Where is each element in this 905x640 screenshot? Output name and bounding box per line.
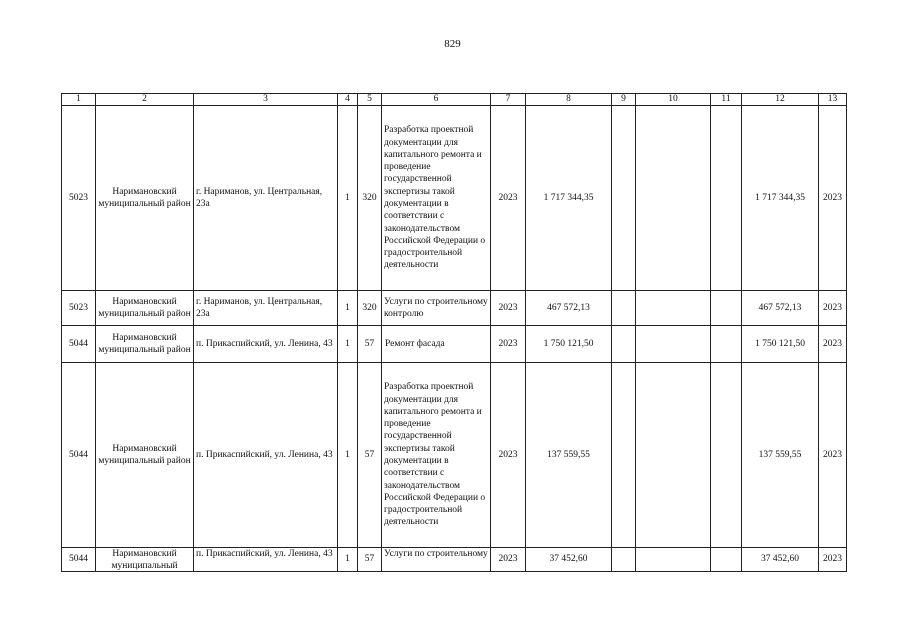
end-year-cell: 2023 (819, 363, 847, 548)
col11-cell (711, 326, 742, 363)
year-cell: 2023 (491, 291, 526, 326)
col4-cell: 1 (338, 326, 358, 363)
municipality-text: Наримановский муниципальный (111, 549, 178, 571)
address-cell: г. Нариманов, ул. Центральная, 23а (194, 291, 338, 326)
total-cell: 1 717 344,35 (742, 106, 819, 291)
column-header: 4 (338, 94, 358, 106)
year-cell: 2023 (491, 548, 526, 572)
table-row (62, 363, 847, 548)
col9-cell (612, 548, 636, 572)
col10-cell (636, 291, 711, 326)
table-row (62, 326, 847, 363)
col11-cell (711, 106, 742, 291)
amount-cell: 1 717 344,35 (526, 106, 612, 291)
end-year-cell: 2023 (819, 326, 847, 363)
municipality-cell: Наримановский муниципальный район (96, 106, 194, 291)
year-cell: 2023 (491, 326, 526, 363)
col9-cell (612, 326, 636, 363)
work-type-cell: Услуги по строительному контролю (382, 291, 491, 326)
col10-cell (636, 363, 711, 548)
col4-cell: 1 (338, 548, 358, 572)
total-cell: 137 559,55 (742, 363, 819, 548)
work-type-cell: Разработка проектной документации для капитального ремонта и проведение государственной экспертизы такой документации в соответствии с законодательством Российской Федерации о градостроительной деятельности (382, 106, 491, 291)
column-header: 1 (62, 94, 96, 106)
address-cell (194, 548, 338, 572)
municipality-cell: Наримановский муниципальный район (96, 326, 194, 363)
register-table (61, 93, 847, 572)
column-header: 9 (612, 94, 636, 106)
address-cell: п. Прикаспийский, ул. Ленина, 43 (194, 326, 338, 363)
col11-cell (711, 548, 742, 572)
col10-cell (636, 106, 711, 291)
column-header: 6 (382, 94, 491, 106)
amount-cell: 467 572,13 (526, 291, 612, 326)
end-year-cell: 2023 (819, 548, 847, 572)
column-header: 13 (819, 94, 847, 106)
col9-cell (612, 106, 636, 291)
col4-cell: 1 (338, 363, 358, 548)
col5-cell: 320 (358, 106, 382, 291)
column-header: 3 (194, 94, 338, 106)
end-year-cell: 2023 (819, 106, 847, 291)
col9-cell (612, 363, 636, 548)
municipality-cell: Наримановский муниципальный район (96, 291, 194, 326)
object-id-cell: 5044 (62, 326, 96, 363)
column-header: 5 (358, 94, 382, 106)
table-row (62, 106, 847, 291)
col9-cell (612, 291, 636, 326)
table-row (62, 291, 847, 326)
amount-cell: 1 750 121,50 (526, 326, 612, 363)
amount-cell: 137 559,55 (526, 363, 612, 548)
object-id-cell: 5023 (62, 106, 96, 291)
year-cell: 2023 (491, 106, 526, 291)
col4-cell: 1 (338, 291, 358, 326)
column-header: 8 (526, 94, 612, 106)
total-cell: 1 750 121,50 (742, 326, 819, 363)
column-header: 11 (711, 94, 742, 106)
page-number: 829 (444, 38, 461, 50)
col4-cell: 1 (338, 106, 358, 291)
col5-cell: 57 (358, 363, 382, 548)
amount-cell: 37 452,60 (526, 548, 612, 572)
column-header: 12 (742, 94, 819, 106)
object-id-cell: 5023 (62, 291, 96, 326)
col11-cell (711, 363, 742, 548)
col5-cell: 57 (358, 326, 382, 363)
total-cell: 37 452,60 (742, 548, 819, 572)
table-row (62, 548, 847, 572)
municipality-cell (96, 548, 194, 572)
work-type-text: Услуги по строительному (384, 549, 488, 559)
col5-cell: 320 (358, 291, 382, 326)
work-type-cell (382, 548, 491, 572)
address-cell: г. Нариманов, ул. Центральная, 23а (194, 106, 338, 291)
address-cell: п. Прикаспийский, ул. Ленина, 43 (194, 363, 338, 548)
work-type-cell: Ремонт фасада (382, 326, 491, 363)
object-id-cell: 5044 (62, 363, 96, 548)
col5-cell: 57 (358, 548, 382, 572)
object-id-cell: 5044 (62, 548, 96, 572)
column-number-row (62, 94, 847, 106)
column-header: 10 (636, 94, 711, 106)
col10-cell (636, 326, 711, 363)
col10-cell (636, 548, 711, 572)
year-cell: 2023 (491, 363, 526, 548)
work-type-cell: Разработка проектной документации для капитального ремонта и проведение государственной экспертизы такой документации в соответствии с законодательством Российской Федерации о градостроительной деятельности (382, 363, 491, 548)
municipality-cell: Наримановский муниципальный район (96, 363, 194, 548)
col11-cell (711, 291, 742, 326)
end-year-cell: 2023 (819, 291, 847, 326)
column-header: 7 (491, 94, 526, 106)
total-cell: 467 572,13 (742, 291, 819, 326)
address-text: п. Прикаспийский, ул. Ленина, 43 (196, 549, 333, 559)
column-header: 2 (96, 94, 194, 106)
